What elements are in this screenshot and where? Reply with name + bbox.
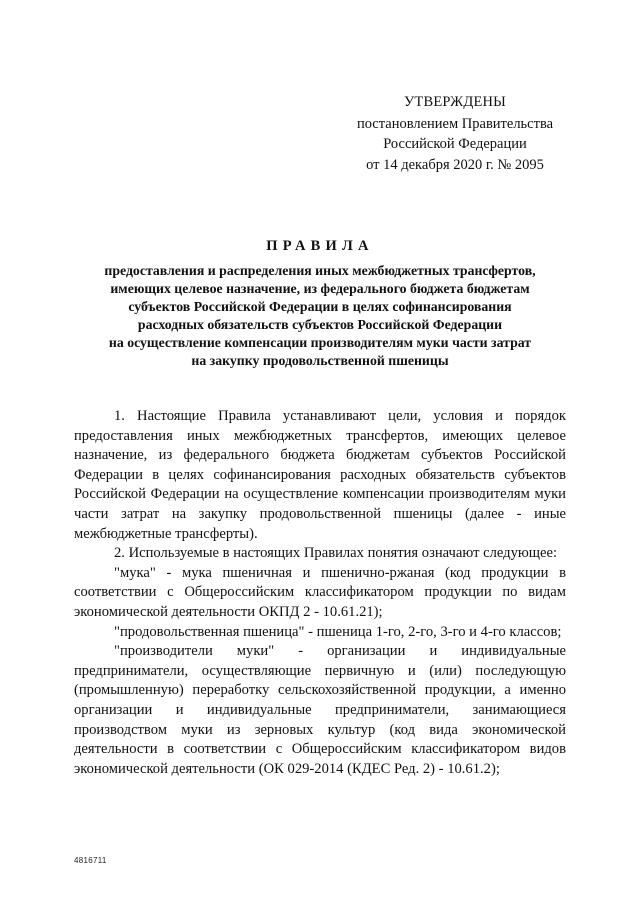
document-subtitle <box>70 262 570 370</box>
definition-food-wheat: "продовольственная пшеница" - пшеница 1-го, 2-го, 3-го и 4-го классов; <box>114 623 562 640</box>
subtitle-line: на закупку продовольственной пшеницы <box>191 353 449 368</box>
subtitle-line: предоставления и распределения иных межбюджетных трансфертов, <box>104 263 536 278</box>
approval-block <box>330 92 580 175</box>
subtitle-line: на осуществление компенсации производителям муки части затрат <box>108 335 532 350</box>
approval-heading: УТВЕРЖДЕНЫ <box>403 94 507 110</box>
subtitle-line: имеющих целевое назначение, из федерального бюджета бюджетам <box>110 281 530 296</box>
document-title: ПРАВИЛА <box>266 238 374 254</box>
definition-flour-producers: "производители муки" - организации и индивидуальные предприниматели, осуществляющие первичную и (или) последующую (промышленную) переработку сельскохозяйственной продукции, а именно организации и индивидуальные предприниматели, занимающиеся производством муки из зерновых культур (код вида экономической деятельности в соответствии с Общероссийским классификатором видов экономической деятельности (ОК 029-2014 (КДЕС Ред. 2) - 10.61.2); <box>74 643 566 777</box>
approval-line-3: от 14 декабря 2020 г. № 2095 <box>366 156 544 173</box>
approval-line-2: Российской Федерации <box>383 136 527 152</box>
paragraph-2: 2. Используемые в настоящих Правилах понятия означают следующее: <box>114 545 558 562</box>
definition-flour: "мука" - мука пшеничная и пшенично-ржаная (код продукции в соответствии с Общероссийским классификатором продукции по видам экономической деятельности ОКПД 2 - 10.61.21); <box>74 564 566 620</box>
document-code: 4816711 <box>74 856 107 865</box>
approval-line-1: постановлением Правительства <box>356 115 554 132</box>
paragraph-1: 1. Настоящие Правила устанавливают цели, условия и порядок предоставления иных межбюджетных трансфертов, имеющих целевое назначение, из федерального бюджета бюджетам субъектов Российской Федерации в целях софинансирования расходных обязательств субъектов Российской Федерации на осуществление компенсации производителям муки части затрат на закупку продовольственной пшеницы (далее - иные межбюджетные трансферты). <box>74 408 566 542</box>
subtitle-line: субъектов Российской Федерации в целях софинансирования <box>128 299 512 314</box>
subtitle-line: расходных обязательств субъектов Российской Федерации <box>137 317 503 332</box>
document-body <box>74 407 566 779</box>
